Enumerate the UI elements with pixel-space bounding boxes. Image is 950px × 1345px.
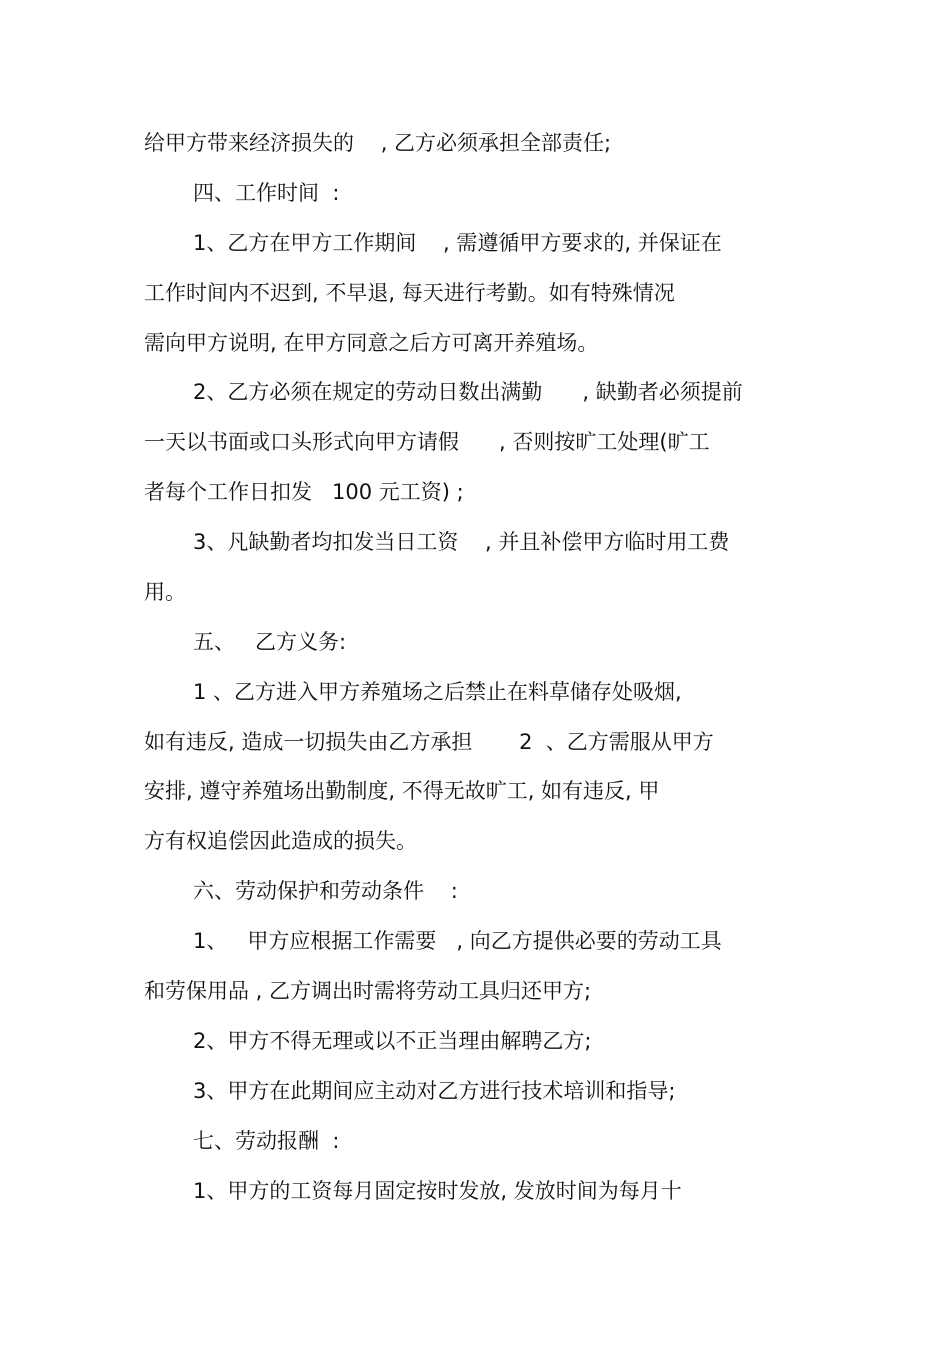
section-heading: 六、劳动保护和劳动条件 : xyxy=(193,879,458,903)
text-line: 3、凡缺勤者均扣发当日工资 , 并且补偿甲方临时用工费 xyxy=(193,530,730,554)
text-line: 者每个工作日扣发 100 元工资) ; xyxy=(144,480,464,504)
text-line: 2、乙方必须在规定的劳动日数出满勤 , 缺勤者必须提前 xyxy=(193,380,743,404)
text-line: 1、甲方的工资每月固定按时发放, 发放时间为每月十 xyxy=(193,1179,682,1203)
text-line: 一天以书面或口头形式向甲方请假 , 否则按旷工处理(旷工 xyxy=(144,430,710,454)
text-line: 工作时间内不迟到, 不早退, 每天进行考勤。如有特殊情况 xyxy=(144,281,675,305)
section-heading: 七、劳动报酬 : xyxy=(193,1129,340,1153)
text-line: 1 、乙方进入甲方养殖场之后禁止在料草储存处吸烟, xyxy=(193,680,682,704)
text-line: 如有违反, 造成一切损失由乙方承担 2 、乙方需服从甲方 xyxy=(144,730,714,754)
section-heading: 四、工作时间 : xyxy=(193,181,340,205)
text-line: 需向甲方说明, 在甲方同意之后方可离开养殖场。 xyxy=(144,331,599,355)
text-line: 和劳保用品 , 乙方调出时需将劳动工具归还甲方; xyxy=(144,979,592,1003)
text-line: 2、甲方不得无理或以不正当理由解聘乙方; xyxy=(193,1029,592,1053)
text-line: 1、乙方在甲方工作期间 , 需遵循甲方要求的, 并保证在 xyxy=(193,231,722,255)
text-line: 安排, 遵守养殖场出勤制度, 不得无故旷工, 如有违反, 甲 xyxy=(144,779,660,803)
text-line: 方有权追偿因此造成的损失。 xyxy=(144,829,417,853)
text-line: 用。 xyxy=(144,580,186,604)
section-heading: 五、 乙方义务: xyxy=(193,630,347,654)
text-line: 给甲方带来经济损失的 , 乙方必须承担全部责任; xyxy=(144,131,612,155)
text-line: 1、 甲方应根据工作需要 , 向乙方提供必要的劳动工具 xyxy=(193,929,722,953)
text-line: 3、甲方在此期间应主动对乙方进行技术培训和指导; xyxy=(193,1079,676,1103)
